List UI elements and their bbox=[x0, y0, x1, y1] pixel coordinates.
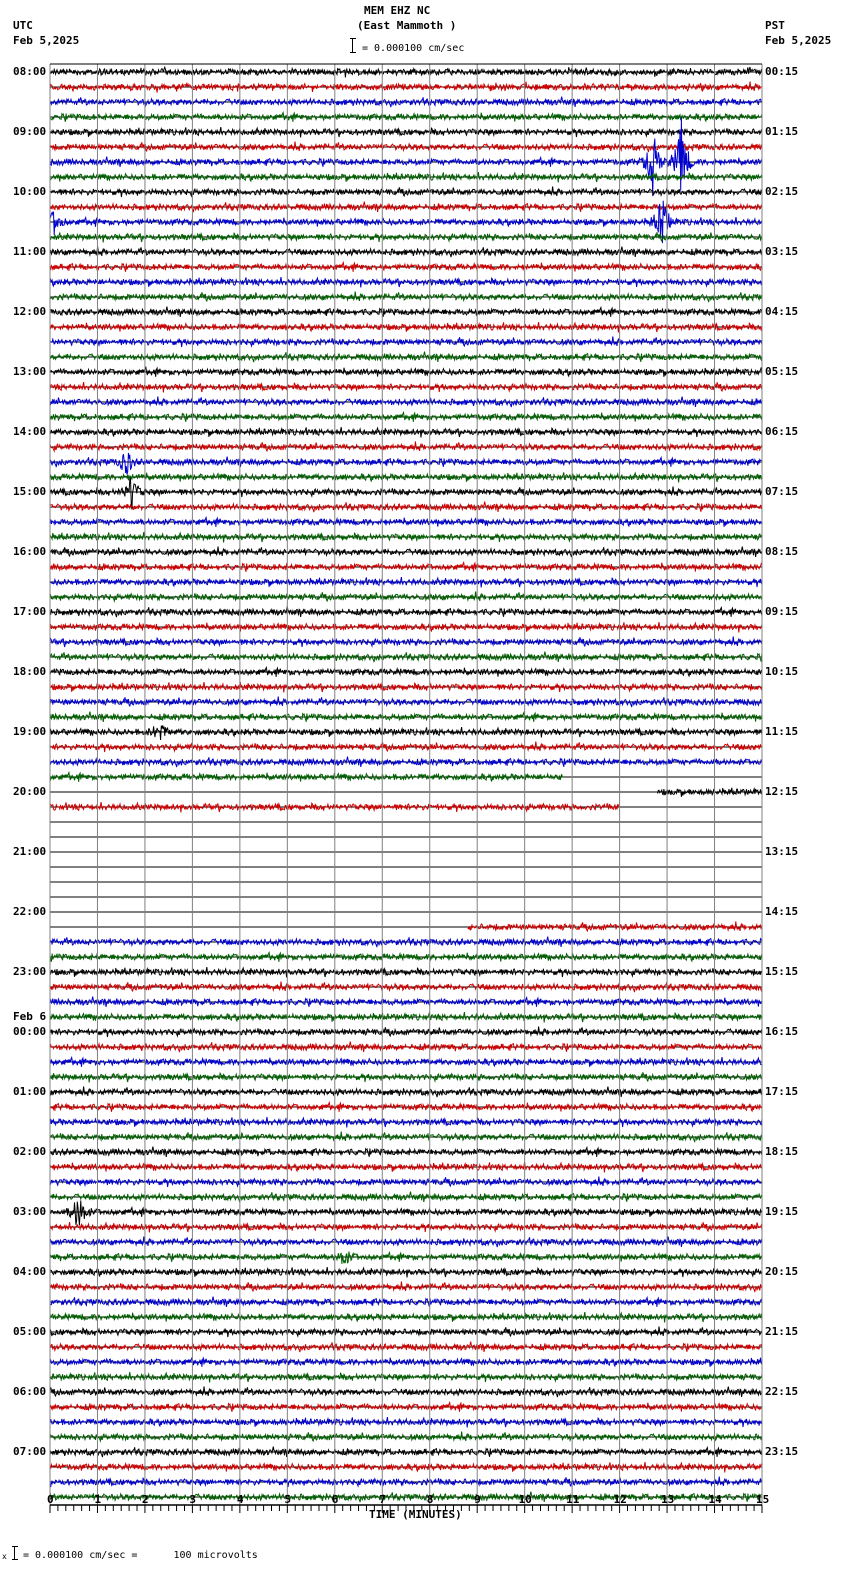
pst-hour-label: 01:15 bbox=[765, 125, 799, 138]
x-tick-label: 7 bbox=[379, 1493, 386, 1506]
utc-hour-label: 10:00 bbox=[13, 185, 47, 198]
utc-hour-label: 21:00 bbox=[13, 845, 47, 858]
footer-prefix: x bbox=[2, 1552, 7, 1561]
x-tick-label: 10 bbox=[518, 1493, 532, 1506]
utc-hour-label: 01:00 bbox=[13, 1085, 47, 1098]
pst-hour-label: 10:15 bbox=[765, 665, 799, 678]
pst-hour-label: 13:15 bbox=[765, 845, 799, 858]
pst-hour-label: 11:15 bbox=[765, 725, 799, 738]
utc-hour-label: 19:00 bbox=[13, 725, 47, 738]
x-tick-label: 15 bbox=[756, 1493, 770, 1506]
right-date: Feb 5,2025 bbox=[765, 34, 832, 47]
pst-hour-label: 14:15 bbox=[765, 905, 799, 918]
utc-hour-label: 11:00 bbox=[13, 245, 47, 258]
pst-hour-label: 12:15 bbox=[765, 785, 799, 798]
utc-hour-label: 04:00 bbox=[13, 1265, 47, 1278]
utc-hour-label: 05:00 bbox=[13, 1325, 47, 1338]
utc-hour-label: 22:00 bbox=[13, 905, 47, 918]
utc-hour-label: 08:00 bbox=[13, 65, 47, 78]
utc-hour-label: 14:00 bbox=[13, 425, 47, 438]
station-location: (East Mammoth ) bbox=[357, 19, 457, 32]
utc-hour-label: 16:00 bbox=[13, 545, 47, 558]
x-tick-label: 8 bbox=[426, 1493, 434, 1506]
pst-hour-label: 19:15 bbox=[765, 1205, 799, 1218]
pst-hour-label: 02:15 bbox=[765, 185, 799, 198]
pst-hour-label: 15:15 bbox=[765, 965, 799, 978]
scale-text: = 0.000100 cm/sec bbox=[362, 43, 465, 54]
pst-hour-label: 00:15 bbox=[765, 65, 799, 78]
utc-hour-label: 07:00 bbox=[13, 1445, 47, 1458]
utc-hour-label: 09:00 bbox=[13, 125, 47, 138]
pst-hour-label: 16:15 bbox=[765, 1025, 799, 1038]
x-tick-label: 6 bbox=[331, 1493, 339, 1506]
x-tick-label: 11 bbox=[566, 1493, 580, 1506]
footer-scale-bar-icon bbox=[14, 1546, 20, 1560]
utc-hour-label: 23:00 bbox=[13, 965, 47, 978]
pst-hour-label: 07:15 bbox=[765, 485, 799, 498]
utc-hour-label: 06:00 bbox=[13, 1385, 47, 1398]
utc-hour-label: 13:00 bbox=[13, 365, 47, 378]
utc-hour-label: 02:00 bbox=[13, 1145, 47, 1158]
x-tick-label: 14 bbox=[708, 1493, 722, 1506]
utc-hour-label: 17:00 bbox=[13, 605, 47, 618]
x-tick-label: 4 bbox=[236, 1493, 244, 1506]
pst-hour-label: 09:15 bbox=[765, 605, 799, 618]
pst-hour-label: 21:15 bbox=[765, 1325, 799, 1338]
utc-hour-label: 18:00 bbox=[13, 665, 47, 678]
station-title: MEM EHZ NC bbox=[364, 4, 431, 17]
pst-hour-label: 17:15 bbox=[765, 1085, 799, 1098]
x-tick-label: 1 bbox=[94, 1493, 102, 1506]
date-change-label: Feb 6 bbox=[13, 1010, 47, 1023]
pst-hour-label: 05:15 bbox=[765, 365, 799, 378]
pst-hour-label: 06:15 bbox=[765, 425, 799, 438]
x-tick-label: 3 bbox=[189, 1493, 197, 1506]
utc-hour-label: 00:00 bbox=[13, 1025, 47, 1038]
left-timezone: UTC bbox=[13, 19, 33, 32]
utc-hour-label: 03:00 bbox=[13, 1205, 47, 1218]
pst-hour-label: 04:15 bbox=[765, 305, 799, 318]
footer-scale-text: = 0.000100 cm/sec = 100 microvolts bbox=[23, 1550, 258, 1561]
utc-hour-label: 12:00 bbox=[13, 305, 47, 318]
pst-hour-label: 18:15 bbox=[765, 1145, 799, 1158]
x-tick-label: 9 bbox=[474, 1493, 481, 1506]
x-tick-label: 0 bbox=[47, 1493, 54, 1506]
pst-hour-label: 23:15 bbox=[765, 1445, 799, 1458]
right-timezone: PST bbox=[765, 19, 785, 32]
utc-hour-label: 20:00 bbox=[13, 785, 47, 798]
left-date: Feb 5,2025 bbox=[13, 34, 80, 47]
x-axis-label: TIME (MINUTES) bbox=[369, 1508, 462, 1521]
pst-hour-label: 22:15 bbox=[765, 1385, 799, 1398]
x-tick-label: 2 bbox=[141, 1493, 149, 1506]
pst-hour-label: 03:15 bbox=[765, 245, 799, 258]
x-tick-label: 12 bbox=[613, 1493, 627, 1506]
pst-hour-label: 20:15 bbox=[765, 1265, 799, 1278]
x-tick-label: 5 bbox=[284, 1493, 291, 1506]
x-tick-label: 13 bbox=[661, 1493, 675, 1506]
utc-hour-label: 15:00 bbox=[13, 485, 47, 498]
pst-hour-label: 08:15 bbox=[765, 545, 799, 558]
